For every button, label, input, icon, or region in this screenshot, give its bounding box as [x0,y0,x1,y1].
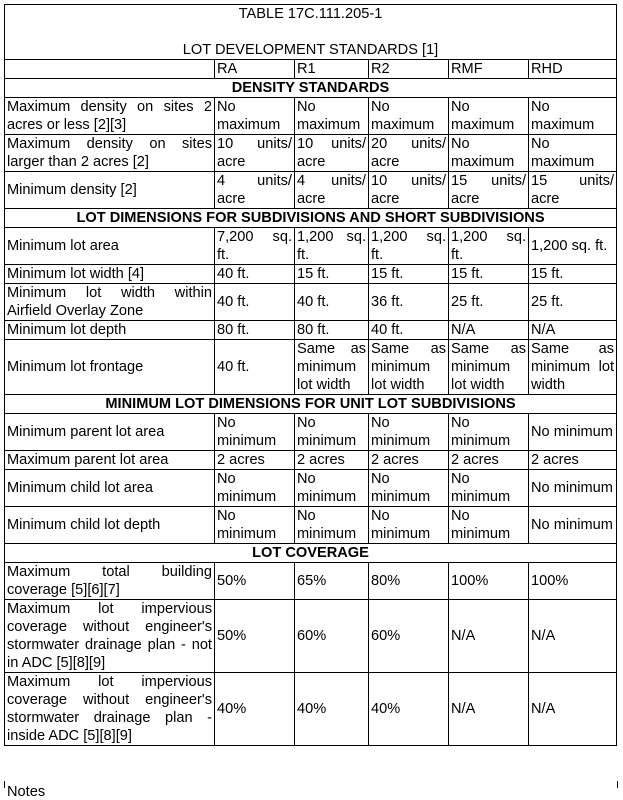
cell-value: 2 acres [529,451,617,470]
column-header-ra: RA [215,60,295,79]
table-row [5,265,617,284]
header-blank-cell [5,60,215,79]
cell-value: 1,200 sq. ft. [449,228,529,265]
row-label: Maximum lot impervious coverage without engineer's stormwater drainage plan - inside ADC [5][8][9] [5,673,215,746]
cell-value: 10 units/ acre [369,172,449,209]
cell-value: No minimum [529,414,617,451]
cell-value: No minimum [295,414,369,451]
section-heading-lot-dimensions: LOT DIMENSIONS FOR SUBDIVISIONS AND SHORT SUBDIVISIONS [5,209,617,228]
column-header-r1: R1 [295,60,369,79]
table-row [5,470,617,507]
section-heading-lot-coverage: LOT COVERAGE [5,544,617,563]
cell-value: No minimum [529,470,617,507]
cell-value: No minimum [449,414,529,451]
cell-value: 2 acres [215,451,295,470]
cell-value: 40% [295,673,369,746]
cell-value: 15 ft. [295,265,369,284]
cell-value: 2 acres [369,451,449,470]
cell-value: 15 units/ acre [529,172,617,209]
row-label: Maximum density on sites larger than 2 acres [2] [5,135,215,172]
row-label: Maximum lot impervious coverage without engineer's stormwater drainage plan - not in ADC [5][8][9] [5,600,215,673]
notes-row-partial [4,781,618,800]
cell-value: N/A [529,321,617,340]
row-label: Minimum lot width within Airfield Overlay Zone [5,284,215,321]
cell-value: Same as minimum lot width [449,340,529,395]
cell-value: No maximum [215,98,295,135]
cell-value: N/A [449,600,529,673]
cell-value: No minimum [295,507,369,544]
cell-value: 36 ft. [369,284,449,321]
row-label: Minimum child lot area [5,470,215,507]
table-row [5,135,617,172]
table-row [5,98,617,135]
table-title-cell [5,5,617,60]
cell-value: 25 ft. [449,284,529,321]
cell-value: 100% [529,563,617,600]
cell-value: 40 ft. [215,340,295,395]
cell-value: N/A [449,321,529,340]
section-heading-unit-lot: MINIMUM LOT DIMENSIONS FOR UNIT LOT SUBDIVISIONS [5,395,617,414]
cell-value: Same as minimum lot width [529,340,617,395]
table-row [5,673,617,746]
cell-value: 50% [215,600,295,673]
cell-value: 7,200 sq. ft. [215,228,295,265]
cell-value: No minimum [369,470,449,507]
cell-value: No minimum [215,414,295,451]
cell-value: No maximum [369,98,449,135]
cell-value: No minimum [449,507,529,544]
cell-value: No maximum [295,98,369,135]
lot-development-standards-table [4,4,617,746]
cell-value: 60% [369,600,449,673]
cell-value: 2 acres [449,451,529,470]
cell-value: 10 units/ acre [215,135,295,172]
row-label: Minimum density [2] [5,172,215,209]
row-label: Maximum total building coverage [5][6][7] [5,563,215,600]
cell-value: 1,200 sq. ft. [529,228,617,265]
cell-value: No maximum [449,98,529,135]
cell-value: 65% [295,563,369,600]
cell-value: 40% [215,673,295,746]
row-label: Maximum density on sites 2 acres or less [2][3] [5,98,215,135]
cell-value: 80 ft. [295,321,369,340]
cell-value: 4 units/ acre [215,172,295,209]
row-label: Minimum lot width [4] [5,265,215,284]
cell-value: 15 ft. [529,265,617,284]
row-label: Minimum lot area [5,228,215,265]
column-header-rmf: RMF [449,60,529,79]
table-row [5,228,617,265]
table-row [5,172,617,209]
cell-value: N/A [449,673,529,746]
column-header-r2: R2 [369,60,449,79]
cell-value: No minimum [449,470,529,507]
row-label: Minimum lot depth [5,321,215,340]
cell-value: No maximum [449,135,529,172]
notes-label: Notes [7,784,46,800]
table-title: TABLE 17C.111.205-1 [238,6,383,22]
section-heading-density: DENSITY STANDARDS [5,79,617,98]
cell-value: No minimum [215,470,295,507]
cell-value: 25 ft. [529,284,617,321]
table-row [5,284,617,321]
cell-value: 15 units/ acre [449,172,529,209]
cell-value: 40 ft. [369,321,449,340]
row-label: Minimum lot frontage [5,340,215,395]
cell-value: 1,200 sq. ft. [295,228,369,265]
table-subtitle: LOT DEVELOPMENT STANDARDS [1] [182,42,439,58]
table-row [5,563,617,600]
cell-value: No minimum [369,507,449,544]
cell-value: 40 ft. [215,284,295,321]
row-label: Minimum parent lot area [5,414,215,451]
cell-value: 80 ft. [215,321,295,340]
cell-value: 15 ft. [449,265,529,284]
table-row [5,340,617,395]
row-label: Minimum child lot depth [5,507,215,544]
cell-value: 80% [369,563,449,600]
cell-value: 2 acres [295,451,369,470]
cell-value: No minimum [295,470,369,507]
cell-value: No minimum [369,414,449,451]
cell-value: 100% [449,563,529,600]
cell-value: 15 ft. [369,265,449,284]
cell-value: 40% [369,673,449,746]
table-row [5,507,617,544]
cell-value: 20 units/ acre [369,135,449,172]
cell-value: 4 units/ acre [295,172,369,209]
cell-value: 40 ft. [215,265,295,284]
table-row [5,414,617,451]
cell-value: Same as minimum lot width [295,340,369,395]
cell-value: No maximum [529,135,617,172]
cell-value: 60% [295,600,369,673]
cell-value: 1,200 sq. ft. [369,228,449,265]
row-label: Maximum parent lot area [5,451,215,470]
column-header-rhd: RHD [529,60,617,79]
cell-value: 40 ft. [295,284,369,321]
table-row [5,451,617,470]
cell-value: No maximum [529,98,617,135]
cell-value: No minimum [215,507,295,544]
cell-value: 10 units/ acre [295,135,369,172]
cell-value: N/A [529,600,617,673]
cell-value: Same as minimum lot width [369,340,449,395]
cell-value: N/A [529,673,617,746]
cell-value: 50% [215,563,295,600]
table-row [5,321,617,340]
cell-value: No minimum [529,507,617,544]
table-row [5,600,617,673]
